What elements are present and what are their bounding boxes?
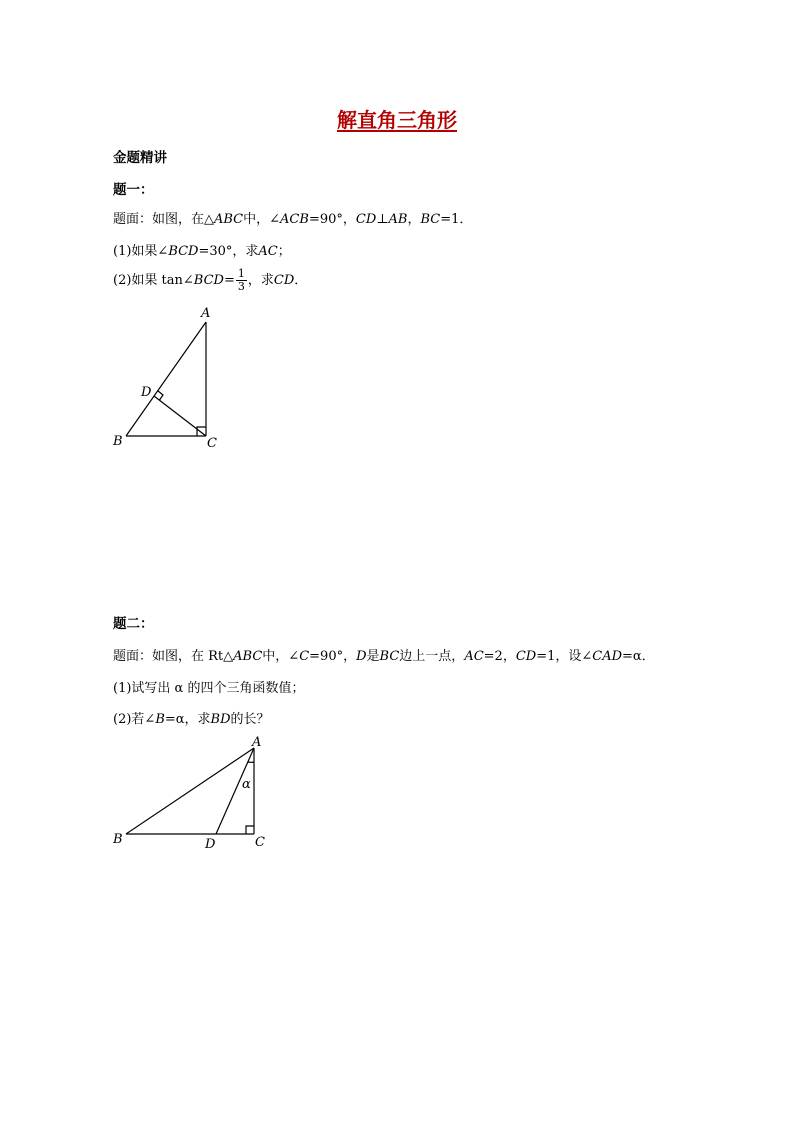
q1-stem-text: ， — [407, 212, 421, 227]
q2-stem-cad: CAD — [592, 649, 623, 664]
q2-stem-abc: ABC — [233, 649, 263, 664]
q2-stem-text: =1，设∠ — [536, 649, 593, 664]
q1-stem-text: =90°， — [308, 212, 356, 227]
q2-stem-c: C — [299, 649, 310, 664]
label-d: D — [141, 385, 152, 400]
q1-part2-cd: CD — [273, 273, 295, 288]
fraction-denominator: 3 — [237, 280, 245, 293]
section-heading: 金题精讲 — [113, 150, 167, 166]
label-alpha: α — [242, 777, 251, 792]
q2-part2-bd: BD — [210, 712, 231, 727]
fraction-numerator: 1 — [237, 267, 245, 280]
label-b: B — [113, 832, 123, 847]
q1-stem-text: =1． — [440, 212, 473, 227]
label-b: B — [113, 434, 123, 449]
q2-stem-d: D — [356, 649, 367, 664]
q2-stem-cd: CD — [515, 649, 537, 664]
side-ab — [126, 322, 206, 436]
q1-part1-bcd: BCD — [168, 244, 199, 259]
q2-stem-text: 中，∠ — [262, 649, 300, 664]
q2-stem-text: =α． — [622, 649, 655, 664]
q1-part2-text: ，求 — [247, 273, 274, 288]
q1-stem-bc: BC — [420, 212, 441, 227]
q2-stem-text: 题面：如图，在 Rt△ — [113, 649, 234, 664]
q2-stem-ac: AC — [464, 649, 484, 664]
label-a: A — [252, 735, 262, 750]
q1-part2-text: = — [223, 273, 235, 288]
label-c: C — [207, 436, 217, 451]
q1-heading: 题一： — [113, 182, 154, 198]
q2-part2-text: =α，求 — [164, 712, 211, 727]
q2-stem-text: =90°， — [309, 649, 357, 664]
q2-heading: 题二： — [113, 616, 154, 632]
q1-stem-cd: CD — [355, 212, 377, 227]
q1-stem-text: 中，∠ — [243, 212, 281, 227]
figure-1-triangle — [126, 322, 206, 436]
q1-part2-bcd: BCD — [193, 273, 224, 288]
q1-part1-ac: AC — [258, 244, 278, 259]
q2-stem-bc: BC — [379, 649, 400, 664]
q1-stem-abc: ABC — [214, 212, 244, 227]
q2-stem — [113, 645, 655, 664]
label-a: A — [201, 306, 211, 321]
q1-stem-ab: AB — [388, 212, 408, 227]
q1-stem-perp: ⊥ — [376, 212, 389, 227]
q2-part2-text: 的长？ — [230, 712, 270, 727]
q1-part2-text: ． — [294, 273, 308, 288]
q2-stem-text: 边上一点， — [399, 649, 465, 664]
page-title: 解直角三角形 — [337, 108, 457, 132]
label-d: D — [205, 837, 216, 852]
q1-stem-acb: ACB — [280, 212, 309, 227]
q1-part1-text: ； — [277, 244, 291, 259]
right-angle-mark-c — [246, 826, 254, 834]
q2-part2-b: B — [155, 712, 165, 727]
q1-part1-text: (1)如果∠ — [113, 244, 169, 259]
q1-part1-text: =30°，求 — [198, 244, 259, 259]
q1-part2-text: (2)如果 tan∠ — [113, 273, 194, 288]
q2-stem-text: 是 — [366, 649, 380, 664]
label-c: C — [255, 835, 265, 850]
q2-part2 — [113, 708, 270, 727]
q1-stem-text: 题面：如图，在△ — [113, 212, 214, 227]
q2-part2-text: (2)若∠ — [113, 712, 156, 727]
q2-stem-text: =2， — [483, 649, 516, 664]
segment-cd — [154, 396, 206, 436]
figure-2-triangle — [126, 748, 254, 834]
q2-part1: (1)试写出 α 的四个三角函数值； — [113, 681, 305, 696]
